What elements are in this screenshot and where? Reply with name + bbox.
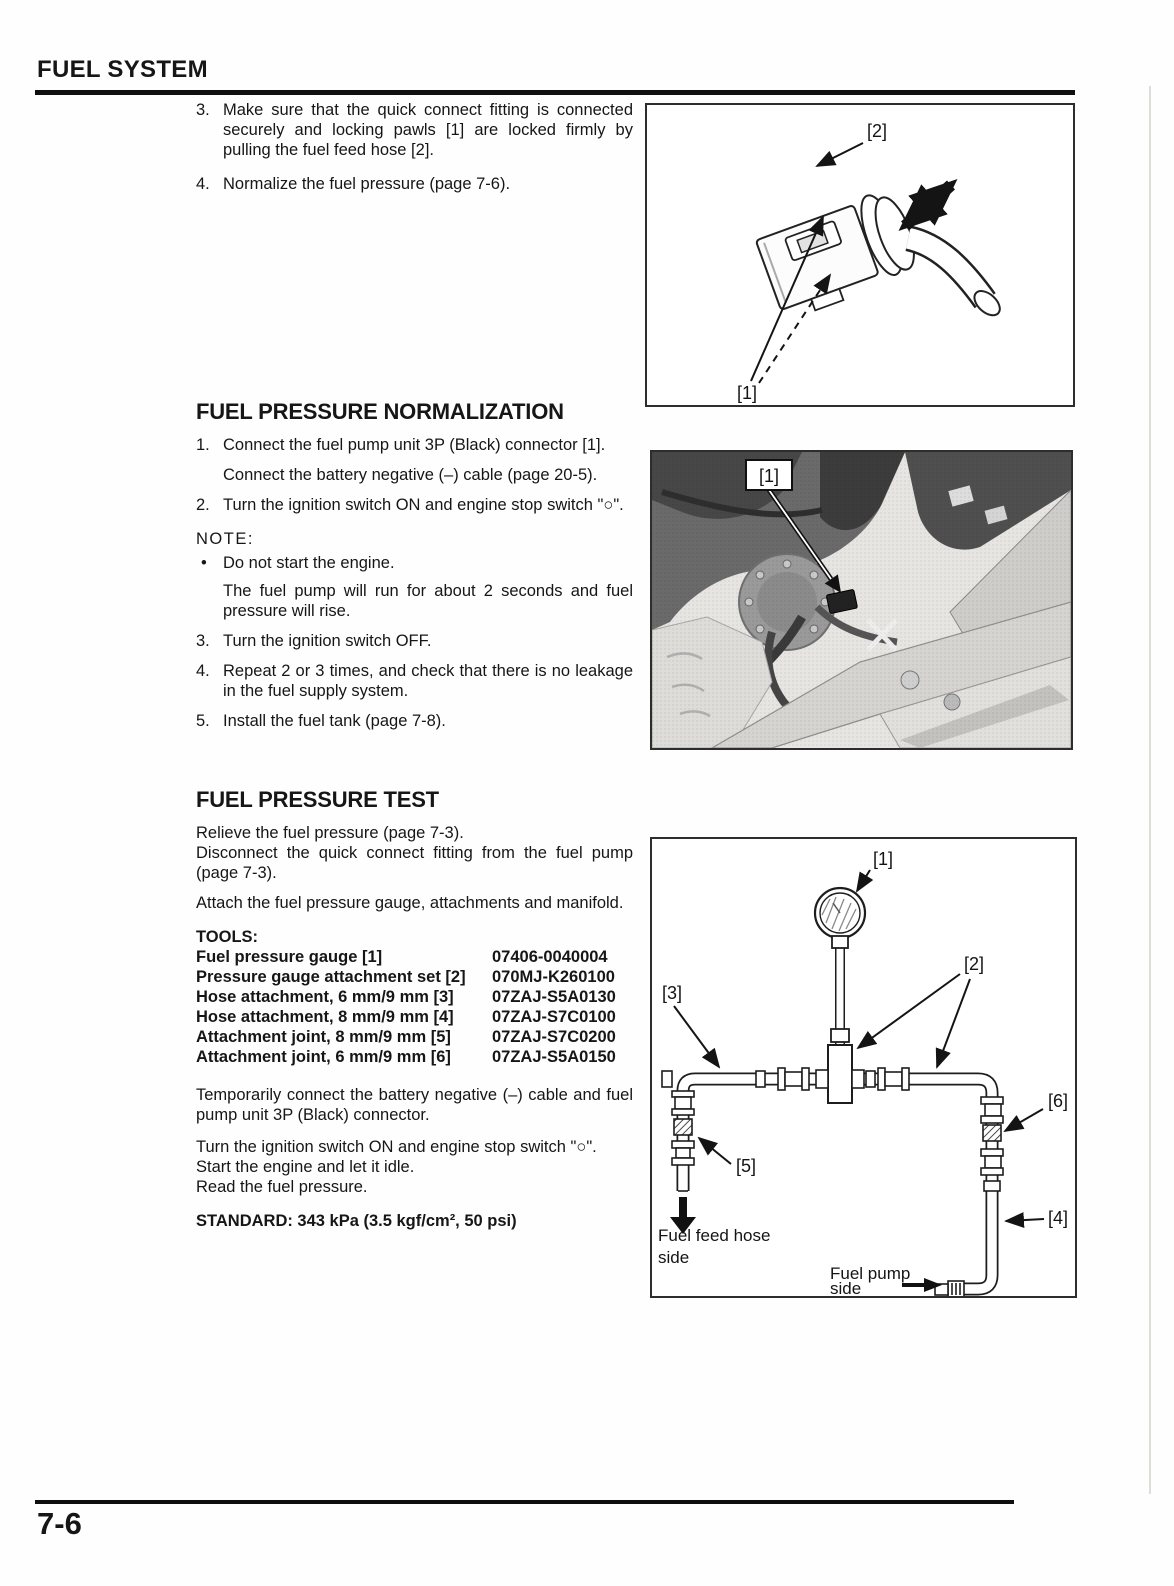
para-line: Turn the ignition switch ON and engine stop switch "○". — [196, 1138, 597, 1156]
figure-quick-connect — [645, 103, 1075, 407]
tool-row — [196, 1027, 633, 1047]
section-heading: FUEL PRESSURE TEST — [196, 787, 439, 812]
note-detail: The fuel pump will run for about 2 seconds and fuel pressure will rise. — [223, 582, 633, 620]
callout-2-arrow-b — [937, 979, 970, 1067]
pull-direction-arrow — [903, 183, 953, 227]
step-number: 1. — [196, 436, 210, 454]
step-text: Turn the ignition switch OFF. — [223, 632, 432, 650]
tools-label: TOOLS: — [196, 928, 259, 946]
tool-part-number: 07ZAJ-S7C0100 — [492, 1008, 616, 1026]
step-number: 4. — [196, 175, 210, 193]
note-label: NOTE: — [196, 530, 254, 548]
callout-2-arrow — [817, 143, 863, 166]
step-text: Normalize the fuel pressure (page 7-6). — [223, 175, 511, 193]
section-heading: FUEL PRESSURE NORMALIZATION — [196, 399, 564, 424]
figure-gauge-diagram — [650, 837, 1077, 1298]
header-rule — [35, 90, 1075, 95]
step-text: Connect the battery negative (–) cable (page 20-5). — [223, 466, 598, 484]
para-line: Start the engine and let it idle. — [196, 1158, 415, 1176]
test-intro — [196, 823, 633, 883]
attachment-joint-5 — [674, 1119, 692, 1135]
callout-1-label: [1] — [737, 383, 758, 403]
standard-value: STANDARD: 343 kPa (3.5 kgf/cm², 50 psi) — [196, 1212, 517, 1230]
step-item — [196, 100, 633, 160]
callout-3-arrow — [674, 1006, 719, 1067]
top-steps-block — [196, 100, 633, 194]
step-text: Make sure that the quick connect fitting is connected securely and locking pawls [1] are locked firmly by pulling the fuel feed hose [2]. — [223, 101, 633, 159]
step-item — [196, 174, 633, 194]
step-number: 5. — [196, 712, 210, 730]
ignition-paragraph — [196, 1137, 633, 1197]
normalization-section — [196, 398, 633, 731]
caption-feed-line1: Fuel feed hose — [658, 1226, 771, 1245]
tool-name: Hose attachment, 8 mm/9 mm [4] — [196, 1008, 454, 1026]
tool-name: Fuel pressure gauge [1] — [196, 948, 383, 966]
tool-name: Pressure gauge attachment set [2] — [196, 968, 466, 986]
callout-2-label: [2] — [964, 954, 985, 974]
caption-feed-line2: side — [658, 1248, 690, 1267]
step-number: 2. — [196, 496, 210, 514]
callout-2-label: [2] — [867, 121, 888, 141]
callout-4-label: [4] — [1048, 1208, 1069, 1228]
tool-part-number: 07ZAJ-S5A0150 — [492, 1048, 616, 1066]
quick-connect-drawing — [647, 105, 1073, 405]
attach-paragraph: Attach the fuel pressure gauge, attachments and manifold. — [196, 894, 624, 912]
callout-1-label: [1] — [873, 849, 894, 869]
tool-part-number: 07406-0040004 — [492, 948, 608, 966]
callout-1-label: [1] — [758, 466, 780, 486]
intro-line: Disconnect the quick connect fitting from the fuel pump (page 7-3). — [196, 844, 633, 882]
callout-2-arrow-a — [858, 974, 960, 1048]
caption-pump-line1: Fuel pump — [830, 1264, 911, 1283]
tool-name: Hose attachment, 6 mm/9 mm [3] — [196, 988, 454, 1006]
step-item — [196, 435, 633, 485]
temporarily-paragraph: Temporarily connect the battery negative (–) cable and fuel pump unit 3P (Black) connector. — [196, 1086, 633, 1124]
tool-row — [196, 947, 633, 967]
callout-5-arrow — [699, 1138, 731, 1164]
tool-part-number: 07ZAJ-S7C0200 — [492, 1028, 616, 1046]
bullet-glyph: • — [201, 554, 207, 572]
step-number: 3. — [196, 632, 210, 650]
step-item — [196, 631, 633, 651]
step-text: Connect the fuel pump unit 3P (Black) connector [1]. — [223, 436, 606, 454]
figure-connector-photo — [650, 450, 1073, 750]
tool-name: Attachment joint, 8 mm/9 mm [5] — [196, 1028, 451, 1046]
callout-6-arrow — [1005, 1109, 1043, 1131]
step-item — [196, 711, 633, 731]
callout-5-label: [5] — [736, 1156, 757, 1176]
intro-line: Relieve the fuel pressure (page 7-3). — [196, 824, 464, 842]
step-item — [196, 495, 633, 515]
tool-row — [196, 987, 633, 1007]
step-number: 4. — [196, 662, 210, 680]
tool-name: Attachment joint, 6 mm/9 mm [6] — [196, 1048, 451, 1066]
connector-body — [754, 165, 1007, 387]
note-bullet-item — [196, 553, 633, 573]
tool-row — [196, 1007, 633, 1027]
tool-row — [196, 967, 633, 987]
attachment-joint-6 — [983, 1125, 1001, 1141]
tool-part-number: 07ZAJ-S5A0130 — [492, 988, 616, 1006]
test-section — [196, 786, 633, 1231]
step-item — [196, 661, 633, 701]
caption-pump-line2: side — [830, 1279, 862, 1296]
tool-row — [196, 1047, 633, 1067]
callout-4-arrow — [1006, 1219, 1044, 1221]
connector-photo — [652, 452, 1071, 748]
tool-part-number: 070MJ-K260100 — [492, 968, 615, 986]
step-number: 3. — [196, 101, 210, 119]
callout-3-label: [3] — [662, 983, 683, 1003]
scan-edge-line — [1149, 86, 1151, 1494]
callout-6-label: [6] — [1048, 1091, 1069, 1111]
page-title: FUEL SYSTEM — [37, 56, 208, 83]
gauge-diagram — [652, 839, 1075, 1296]
manifold-block — [756, 1045, 909, 1103]
note-text: Do not start the engine. — [223, 554, 395, 572]
footer-rule — [35, 1500, 1014, 1504]
step-text: Turn the ignition switch ON and engine stop switch "○". — [223, 496, 624, 514]
step-text: Install the fuel tank (page 7-8). — [223, 712, 446, 730]
feed-direction-arrow — [679, 1197, 687, 1217]
page-number: 7-6 — [37, 1506, 82, 1541]
callout-1-arrow — [857, 870, 870, 891]
para-line: Read the fuel pressure. — [196, 1178, 368, 1196]
feed-side-fittings — [672, 1091, 694, 1165]
step-text: Repeat 2 or 3 times, and check that there is no leakage in the fuel supply system. — [223, 662, 633, 700]
